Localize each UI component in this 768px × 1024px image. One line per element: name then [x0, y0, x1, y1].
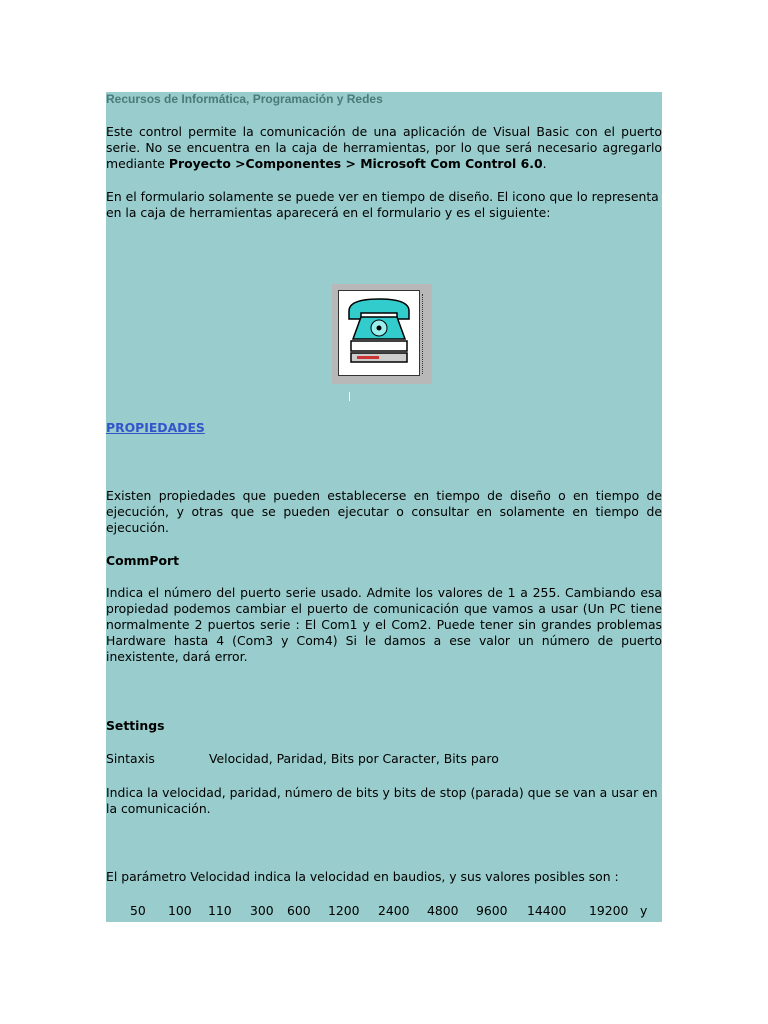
baud-value: 100 [168, 903, 192, 918]
frame-edge [422, 294, 426, 374]
syntax-label: Sintaxis [106, 751, 155, 766]
baud-value: 110 [208, 903, 232, 918]
site-header: Recursos de Informática, Programación y Redes [106, 92, 383, 106]
syntax-line [106, 751, 662, 767]
baud-value: 50 [130, 903, 146, 918]
syntax-value: Velocidad, Paridad, Bits por Caracter, Bits paro [209, 751, 499, 766]
settings-heading: Settings [106, 718, 165, 733]
baud-value: 2400 [378, 903, 410, 918]
menu-path: Proyecto >Componentes > Microsoft Com Control 6.0 [168, 156, 543, 171]
icon-frame [332, 284, 432, 384]
baud-value: 600 [287, 903, 311, 918]
document-page [106, 92, 662, 922]
baud-value: 14400 [527, 903, 567, 918]
telephone-mscomm-icon [338, 290, 420, 376]
settings-desc-paragraph: Indica la velocidad, paridad, número de bits y bits de stop (parada) que se van a usar en la comunicación. [106, 785, 658, 816]
form-note-paragraph: En el formulario solamente se puede ver en tiempo de diseño. El icono que lo representa en la caja de herramientas aparecerá en el formulario y es el siguiente: [106, 189, 659, 220]
propiedades-link[interactable]: PROPIEDADES [106, 420, 205, 435]
baud-value: 300 [250, 903, 274, 918]
velocity-paragraph: El parámetro Velocidad indica la velocidad en baudios, y sus valores posibles son : [106, 869, 619, 884]
intro-text: Este control permite la comunicación de una aplicación de Visual Basic con el puerto serie. No se encuentra en la caja de herramientas, por lo que será necesario agregarlo mediante [106, 124, 662, 171]
intro-end: . [542, 156, 547, 171]
intro-paragraph [106, 124, 662, 172]
baud-value: y [640, 903, 648, 918]
commport-paragraph: Indica el número del puerto serie usado. Admite los valores de 1 a 255. Cambiando esa propiedad podemos cambiar el puerto de comunicación que vamos a usar (Un PC tiene normalmente 2 puertos serie : El Com1 y el Com2. Puede tener sin grandes problemas Hardware hasta 4 (Com3 y Com4) Si le damos a ese valor un número de puerto inexistente, dará error. [106, 585, 662, 664]
text-cursor [349, 392, 350, 401]
baud-value: 9600 [476, 903, 508, 918]
baud-value: 1200 [328, 903, 360, 918]
commport-heading: CommPort [106, 553, 180, 568]
properties-intro-paragraph: Existen propiedades que pueden establecerse en tiempo de diseño o en tiempo de ejecución, y otras que se pueden ejecutar o consultar en solamente en tiempo de ejecución. [106, 488, 662, 535]
baud-value: 19200 [589, 903, 629, 918]
baud-value: 4800 [427, 903, 459, 918]
